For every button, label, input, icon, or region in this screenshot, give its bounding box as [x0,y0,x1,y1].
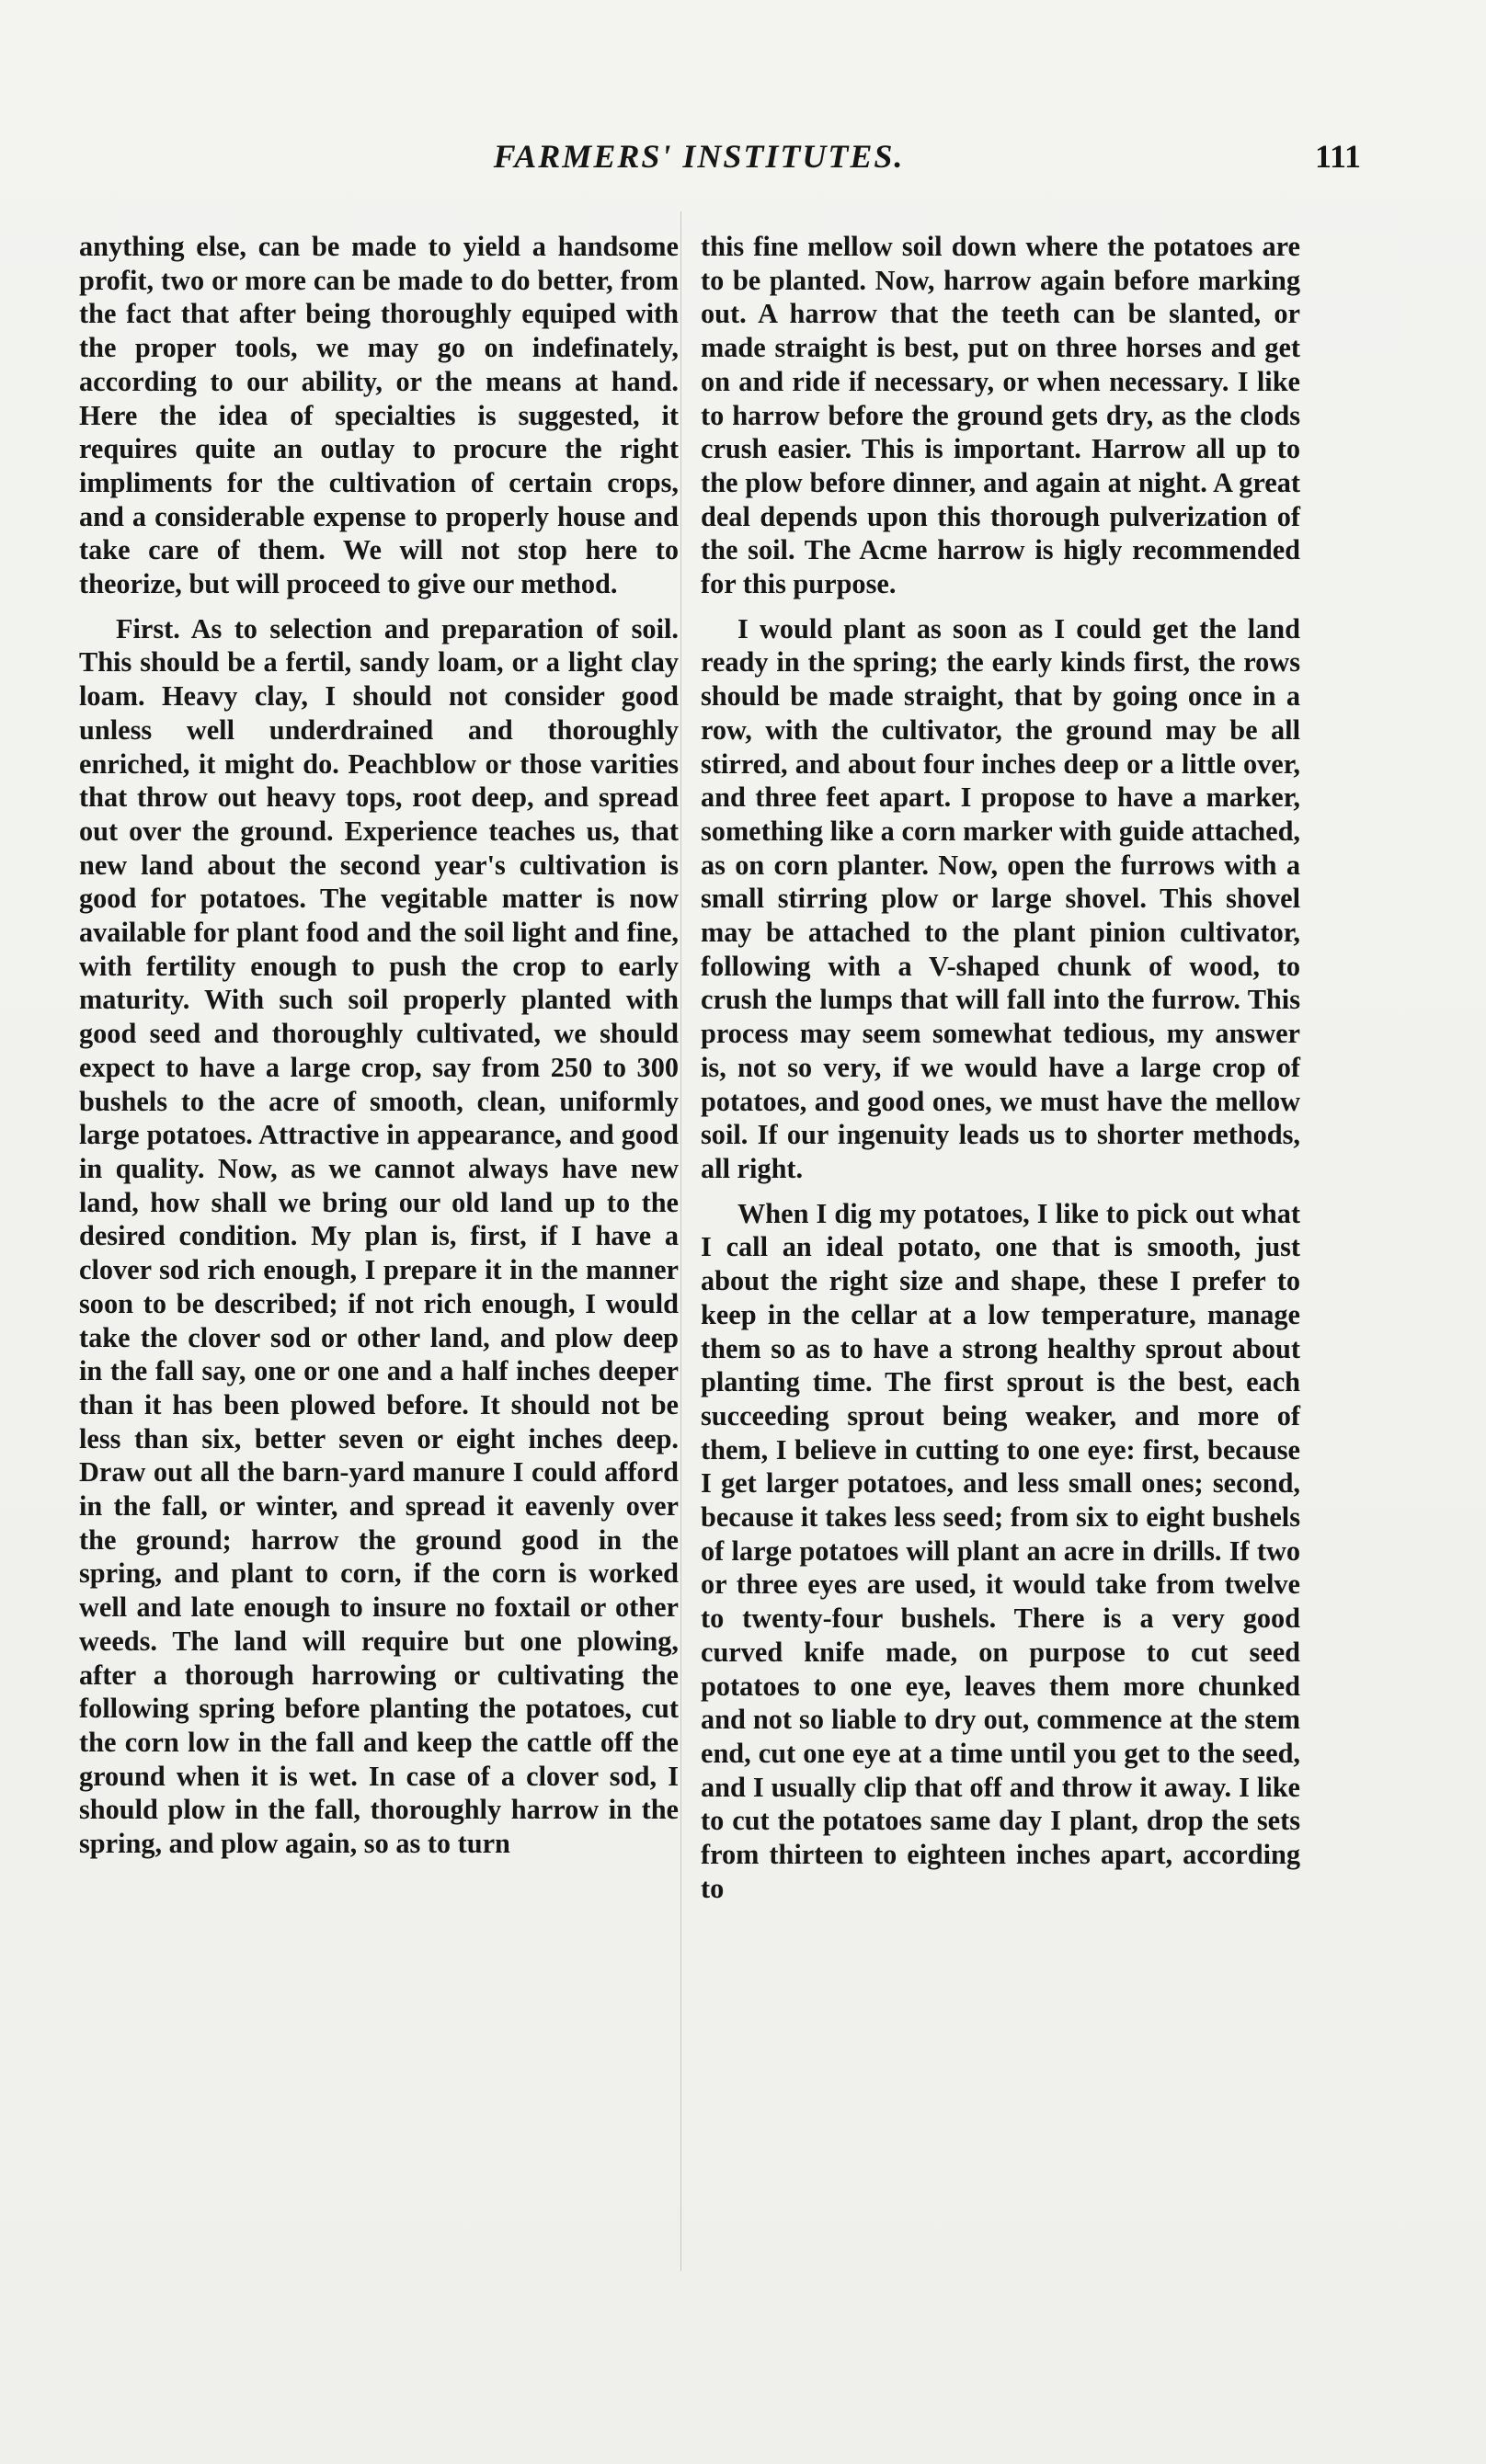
paragraph: I would plant as soon as I could get the land ready in the spring; the early kinds first, the rows should be made straight, that by going once in a row, with the cultivator, the ground may be all stirred, and about four inches deep or a little over, and three feet apart. I propose to have a marker, something like a corn marker with guide attached, as on corn planter. Now, open the furrows with a small stirring plow or large shovel. This shovel may be attached to the plant pinion cultivator, following with a V-shaped chunk of wood, to crush the lumps that will fall into the furrow. This process may seem somewhat tedious, my answer is, not so very, if we would have a large crop of potatoes, and good ones, we must have the mellow soil. If our ingenuity leads us to shorter methods, all right. [701,612,1300,1184]
paragraph: First. As to selection and preparation of soil. This should be a fertil, sandy loam, or a light clay loam. Heavy clay, I should not consider good unless well underdrained and thoroughly enriched, it might do. Peachblow or those varities that throw out heavy tops, root deep, and spread out over the ground. Experience teaches us, that new land about the second year's cultivation is good for potatoes. The vegitable matter is now available for plant food and the soil light and fine, with fertility enough to push the crop to early maturity. With such soil properly planted with good seed and thoroughly cultivated, we should expect to have a large crop, say from 250 to 300 bushels to the acre of smooth, clean, uniformly large potatoes. Attractive in appearance, and good in quality. Now, as we cannot always have new land, how shall we bring our old land up to the desired condition. My plan is, first, if I have a clover sod rich enough, I prepare it in the manner soon to be described; if not rich enough, I would take the clover sod or other land, and plow deep in the fall say, one or one and a half inches deeper than it has been plowed before. It should not be less than six, better seven or eight inches deep. Draw out all the barn-yard manure I could afford in the fall, or winter, and spread it eavenly over the ground; harrow the ground good in the spring, and plant to corn, if the corn is worked well and late enough to insure no foxtail or other weeds. The land will require but one plowing, after a thorough harrowing or cultivating the following spring before planting the potatoes, cut the corn low in the fall and keep the cattle off the ground when it is wet. In case of a clover sod, I should plow in the fall, thoroughly harrow in the spring, and plow again, so as to turn [79,612,679,1860]
running-head [74,138,1362,193]
left-column [79,230,679,1861]
paragraph: anything else, can be made to yield a handsome profit, two or more can be made to do better, from the fact that after being thoroughly equiped with the proper tools, we may go on indefinately, according to our ability, or the means at hand. Here the idea of specialties is suggested, it requires quite an outlay to procure the right impliments for the cultivation of certain crops, and a considerable expense to properly house and take care of them. We will not stop here to theorize, but will proceed to give our method. [79,231,679,600]
page-number: 111 [1315,138,1362,175]
paragraph: When I dig my potatoes, I like to pick out what I call an ideal potato, one that is smooth, just about the right size and shape, these I prefer to keep in the cellar at a low temperature, manage them so as to have a strong healthy sprout about planting time. The first sprout is the best, each succeeding sprout being weaker, and more of them, I believe in cutting to one eye: first, because I get larger potatoes, and less small ones; second, because it takes less seed; from six to eight bushels of large potatoes will plant an acre in drills. If two or three eyes are used, it would take from twelve to twenty-four bushels. There is a very good curved knife made, on purpose to cut seed potatoes to one eye, leaves them more chunked and not so liable to dry out, commence at the stem end, cut one eye at a time until you get to the seed, and I usually clip that off and throw it away. I like to cut the potatoes same day I plant, drop the sets from thirteen to eighteen inches apart, according to [701,1197,1300,1904]
paragraph: this fine mellow soil down where the potatoes are to be planted. Now, harrow again before marking out. A harrow that the teeth can be slanted, or made straight is best, put on three horses and get on and ride if necessary, or when necessary. I like to harrow before the ground gets dry, as the clods crush easier. This is important. Harrow all up to the plow before dinner, and again at night. A great deal depends upon this thorough pulverization of the soil. The Acme harrow is higly recommended for this purpose. [701,231,1300,600]
running-title: FARMERS' INSTITUTES. [493,138,905,175]
right-column [701,230,1300,1905]
column-divider [680,211,681,2271]
